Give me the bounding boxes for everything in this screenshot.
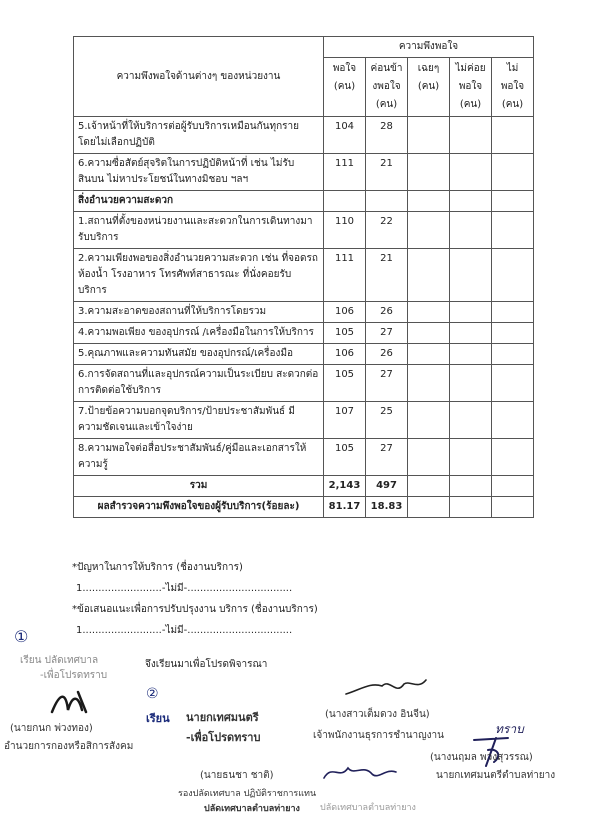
row-empty-cell [408, 365, 450, 402]
suggest-line: 1.........................-ไม่มี-................................. [76, 625, 293, 636]
result-label: ผลสำรวจความพึงพอใจของผู้รับบริการ(ร้อยละ) [74, 497, 324, 518]
row-label: 8.ความพอใจต่อสื่อประชาสัมพันธ์/คู่มือและเอกสารให้ความรู้ [74, 439, 324, 476]
row-label: 3.ความสะอาดของสถานที่ให้บริการโดยรวม [74, 302, 324, 323]
mayor-hand-note: ทราบ [495, 722, 524, 736]
row-value-v1: 106 [324, 344, 366, 365]
table-row [74, 302, 534, 323]
row-empty-cell [408, 117, 450, 154]
circle-mark-1: ① [14, 627, 29, 646]
row-label: 7.ป้ายข้อความบอกจุดบริการ/ป้ายประชาสัมพันธ์ มีความชัดเจนและเข้าใจง่าย [74, 402, 324, 439]
table-row [74, 323, 534, 344]
row-label: 5.เจ้าหน้าที่ให้บริการต่อผู้รับบริการเหมือนกันทุกราย โดยไม่เลือกปฏิบัติ [74, 117, 324, 154]
row-label: 2.ความเพียงพอของสิ่งอำนวยความสะดวก เช่น ที่จอดรถ ห้องน้ำ โรงอาหาร โทรศัพท์สาธารณะ ที่นั่งคอยรับบริการ [74, 249, 324, 302]
col-header-1 [324, 58, 366, 117]
row-value-v1: 104 [324, 117, 366, 154]
row-value-v2: 25 [366, 402, 408, 439]
col-header-line: งพอใจ [372, 81, 401, 92]
section-row [74, 191, 534, 212]
deputy-title-2: ปลัดเทศบาลตำบลท่ายาง [204, 804, 300, 814]
row-empty-cell [408, 249, 450, 302]
faded-left-1: เรียน ปลัดเทศบาล [20, 655, 99, 666]
row-empty-cell [492, 212, 534, 249]
row-empty-cell [492, 154, 534, 191]
problems-title: *ปัญหาในการให้บริการ (ชื่องานบริการ) [72, 562, 243, 573]
table-row [74, 117, 534, 154]
row-value-v1: 105 [324, 439, 366, 476]
row-empty-cell [450, 212, 492, 249]
row-value-v2: 21 [366, 154, 408, 191]
officer-title: เจ้าพนักงานธุรการชำนาญงาน [313, 730, 444, 741]
row-value-v2: 21 [366, 249, 408, 302]
row-empty-cell [408, 154, 450, 191]
row-empty-cell [492, 402, 534, 439]
col-header-line: เฉยๆ [417, 63, 440, 74]
row-label: 6.ความซื่อสัตย์สุจริตในการปฏิบัติหน้าที่ เช่น ไม่รับสินบน ไม่หาประโยชน์ในทางมิชอบ ฯลฯ [74, 154, 324, 191]
overlap-text: ปลัดเทศบาลตำบลท่ายาง [320, 803, 416, 813]
header-main: ความพึงพอใจด้านต่างๆ ของหน่วยงาน [74, 37, 324, 117]
row-empty-cell [450, 439, 492, 476]
row-empty-cell [450, 117, 492, 154]
table-row [74, 439, 534, 476]
closing-text: จึงเรียนมาเพื่อโปรดพิจารณา [145, 659, 268, 670]
row-value-v1: 106 [324, 302, 366, 323]
table-row [74, 365, 534, 402]
col-header-line: พอใจ [458, 81, 483, 92]
row-empty-cell [450, 344, 492, 365]
mayor-line: นายกเทศมนตรี [186, 711, 259, 724]
col-header-line: ไม่ค่อย [455, 63, 486, 74]
row-value-v1: 105 [324, 365, 366, 402]
row-value-v2: 27 [366, 439, 408, 476]
mayor-purpose: -เพื่อโปรดทราบ [186, 731, 261, 744]
row-value-v1: 107 [324, 402, 366, 439]
row-label: 1.สถานที่ตั้งของหน่วยงานและสะดวกในการเดินทางมารับบริการ [74, 212, 324, 249]
col-header-2 [366, 58, 408, 117]
total-row [74, 476, 534, 497]
row-label: 5.คุณภาพและความทันสมัย ของอุปกรณ์/เครื่องมือ [74, 344, 324, 365]
left-name: (นายกนก พ่วงทอง) [10, 723, 93, 734]
col-header-line: (คน) [333, 81, 356, 92]
row-value-v1: 111 [324, 249, 366, 302]
col-header-line: ค่อนข้า [370, 63, 403, 74]
table-row [74, 249, 534, 302]
col-header-line: พอใจ [332, 63, 357, 74]
row-value-v2: 26 [366, 302, 408, 323]
row-empty-cell [492, 439, 534, 476]
row-empty-cell [408, 302, 450, 323]
mayor-name: (นางนฤมล พวงสุวรรณ) [430, 752, 533, 763]
row-empty-cell [408, 212, 450, 249]
result-v2: 18.83 [366, 497, 408, 518]
row-empty-cell [408, 344, 450, 365]
signature-left [48, 688, 98, 720]
result-row [74, 497, 534, 518]
col-header-line: พอใจ [500, 81, 525, 92]
col-header-5 [492, 58, 534, 117]
table-row [74, 154, 534, 191]
row-empty-cell [408, 439, 450, 476]
row-value-v1: 105 [324, 323, 366, 344]
total-label: รวม [74, 476, 324, 497]
row-value-v1: 111 [324, 154, 366, 191]
left-title: อำนวยการกองหรือสิการสังคม [4, 741, 134, 752]
result-v1: 81.17 [324, 497, 366, 518]
circle-mark-2: ② [146, 686, 159, 702]
rian-label: เรียน [146, 712, 170, 725]
row-empty-cell [492, 249, 534, 302]
row-value-v2: 26 [366, 344, 408, 365]
row-value-v1: 110 [324, 212, 366, 249]
total-v2: 497 [366, 476, 408, 497]
row-value-v2: 28 [366, 117, 408, 154]
signature-deputy [320, 760, 400, 784]
row-empty-cell [408, 323, 450, 344]
officer-name: (นางสาวเต็มดวง อินจีน) [325, 709, 430, 720]
col-header-line: ไม่ [506, 63, 519, 74]
row-value-v2: 22 [366, 212, 408, 249]
col-header-line: (คน) [375, 99, 398, 110]
row-empty-cell [408, 402, 450, 439]
row-label: 4.ความพอเพียง ของอุปกรณ์ /เครื่องมือในการให้บริการ [74, 323, 324, 344]
row-empty-cell [450, 323, 492, 344]
signature-officer [340, 672, 430, 702]
total-v1: 2,143 [324, 476, 366, 497]
row-empty-cell [450, 402, 492, 439]
row-empty-cell [492, 117, 534, 154]
row-value-v2: 27 [366, 365, 408, 402]
deputy-name: (นายธนชา ชาติ) [200, 770, 274, 781]
satisfaction-table [73, 36, 534, 518]
mayor-title: นายกเทศมนตรีตำบลท่ายาง [436, 770, 556, 781]
row-empty-cell [450, 154, 492, 191]
problems-line: 1.........................-ไม่มี-................................. [76, 583, 293, 594]
col-header-line: (คน) [417, 81, 440, 92]
row-empty-cell [492, 323, 534, 344]
col-header-line: (คน) [459, 99, 482, 110]
table-row [74, 344, 534, 365]
row-empty-cell [492, 365, 534, 402]
deputy-title-1: รองปลัดเทศบาล ปฏิบัติราชการแทน [178, 789, 317, 799]
section-title: สิ่งอำนวยความสะดวก [74, 191, 324, 212]
col-header-3 [408, 58, 450, 117]
suggest-title: *ข้อเสนอแนะเพื่อการปรับปรุงงาน บริการ (ชื่องานบริการ) [72, 604, 318, 615]
row-value-v2: 27 [366, 323, 408, 344]
row-empty-cell [450, 365, 492, 402]
row-empty-cell [450, 249, 492, 302]
table-row [74, 212, 534, 249]
col-header-4 [450, 58, 492, 117]
col-header-line: (คน) [501, 99, 524, 110]
faded-left-2: -เพื่อโปรดทราบ [40, 670, 108, 681]
row-label: 6.การจัดสถานที่และอุปกรณ์ความเป็นระเบียบ สะดวกต่อการติดต่อใช้บริการ [74, 365, 324, 402]
row-empty-cell [492, 302, 534, 323]
row-empty-cell [450, 302, 492, 323]
table-row [74, 402, 534, 439]
header-group: ความพึงพอใจ [324, 37, 534, 58]
row-empty-cell [492, 344, 534, 365]
